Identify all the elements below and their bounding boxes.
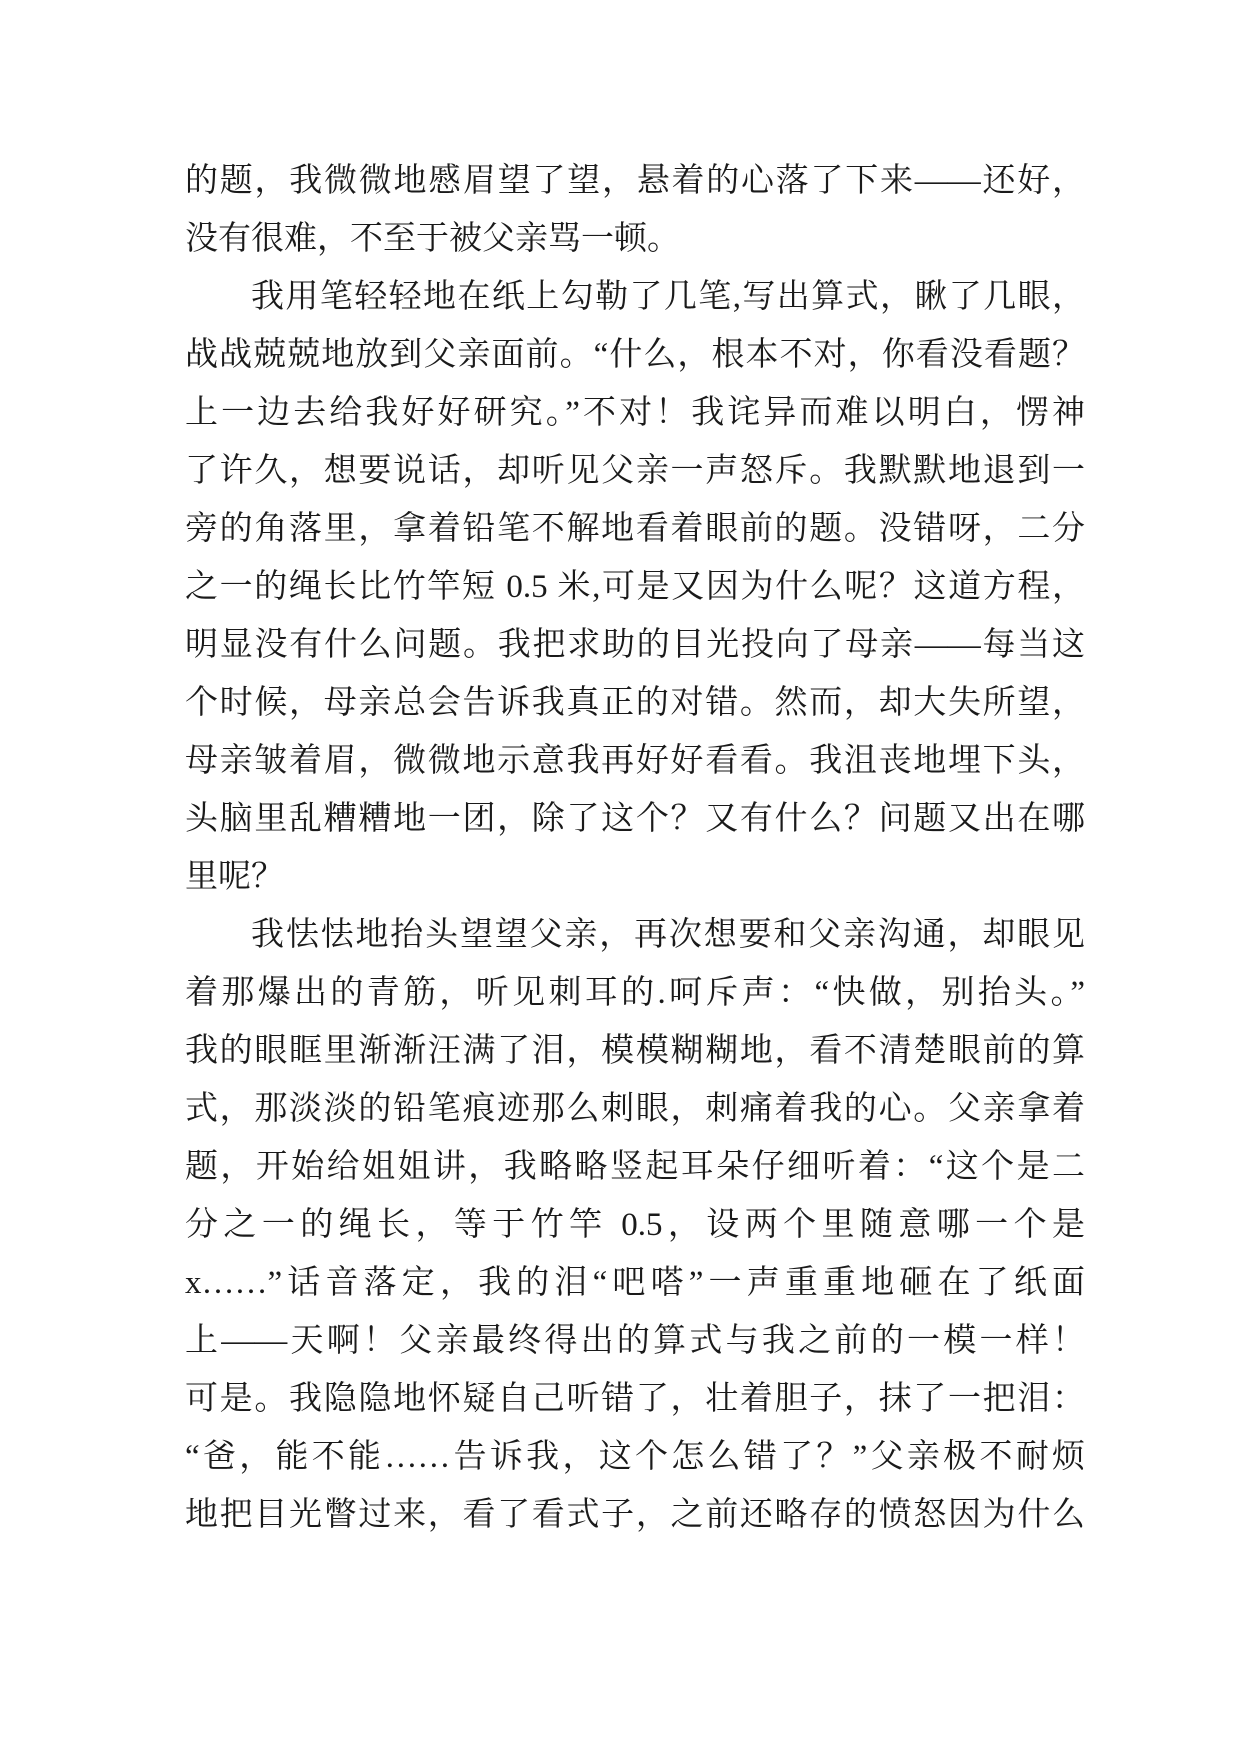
text-line-20: x……”话音落定，我的泪“吧嗒”一声重重地砸在了纸面 [185,1265,1085,1301]
text-line-24: 地把目光瞥过来，看了看式子，之前还略存的愤怒因为什么 [185,1497,1085,1533]
text-line-19: 分之一的绳长，等于竹竿 0.5，设两个里随意哪一个是 [185,1207,1085,1243]
text-line-12: 头脑里乱糟糟地一团，除了这个？又有什么？问题又出在哪 [185,801,1085,837]
text-line-15: 着那爆出的青筋，听见刺耳的.呵斥声：“快做，别抬头。” [185,975,1085,1011]
text-line-4: 战战兢兢地放到父亲面前。“什么，根本不对，你看没看题？ [185,337,1085,373]
text-line-9: 明显没有什么问题。我把求助的目光投向了母亲——每当这 [185,627,1085,663]
text-line-13: 里呢？ [185,859,284,895]
essay-text-block [185,152,1085,1544]
text-line-2: 没有很难，不至于被父亲骂一顿。 [185,221,680,257]
text-line-5: 上一边去给我好好研究。”不对！我诧异而难以明白，愣神 [185,395,1085,431]
text-line-21: 上——天啊！父亲最终得出的算式与我之前的一模一样！ [185,1323,1085,1359]
text-line-7: 旁的角落里，拿着铅笔不解地看着眼前的题。没错呀，二分 [185,511,1085,547]
text-line-23: “爸，能不能……告诉我，这个怎么错了？”父亲极不耐烦 [185,1439,1085,1475]
text-line-3: 我用笔轻轻地在纸上勾勒了几笔,写出算式，瞅了几眼， [251,279,1085,315]
text-line-11: 母亲皱着眉，微微地示意我再好好看看。我沮丧地埋下头， [185,743,1085,779]
text-line-8: 之一的绳长比竹竿短 0.5 米,可是又因为什么呢？这道方程， [185,569,1085,605]
text-line-14: 我怯怯地抬头望望父亲，再次想要和父亲沟通，却眼见 [251,917,1085,953]
text-line-10: 个时候，母亲总会告诉我真正的对错。然而，却大失所望， [185,685,1085,721]
text-line-18: 题，开始给姐姐讲，我略略竖起耳朵仔细听着：“这个是二 [185,1149,1085,1185]
text-line-22: 可是。我隐隐地怀疑自己听错了，壮着胆子，抹了一把泪： [185,1381,1085,1417]
text-line-16: 我的眼眶里渐渐汪满了泪，模模糊糊地，看不清楚眼前的算 [185,1033,1085,1069]
text-line-17: 式，那淡淡的铅笔痕迹那么刺眼，刺痛着我的心。父亲拿着 [185,1091,1085,1127]
text-line-6: 了许久，想要说话，却听见父亲一声怒斥。我默默地退到一 [185,453,1085,489]
text-line-1: 的题，我微微地慼眉望了望，悬着的心落了下来——还好， [185,163,1085,199]
